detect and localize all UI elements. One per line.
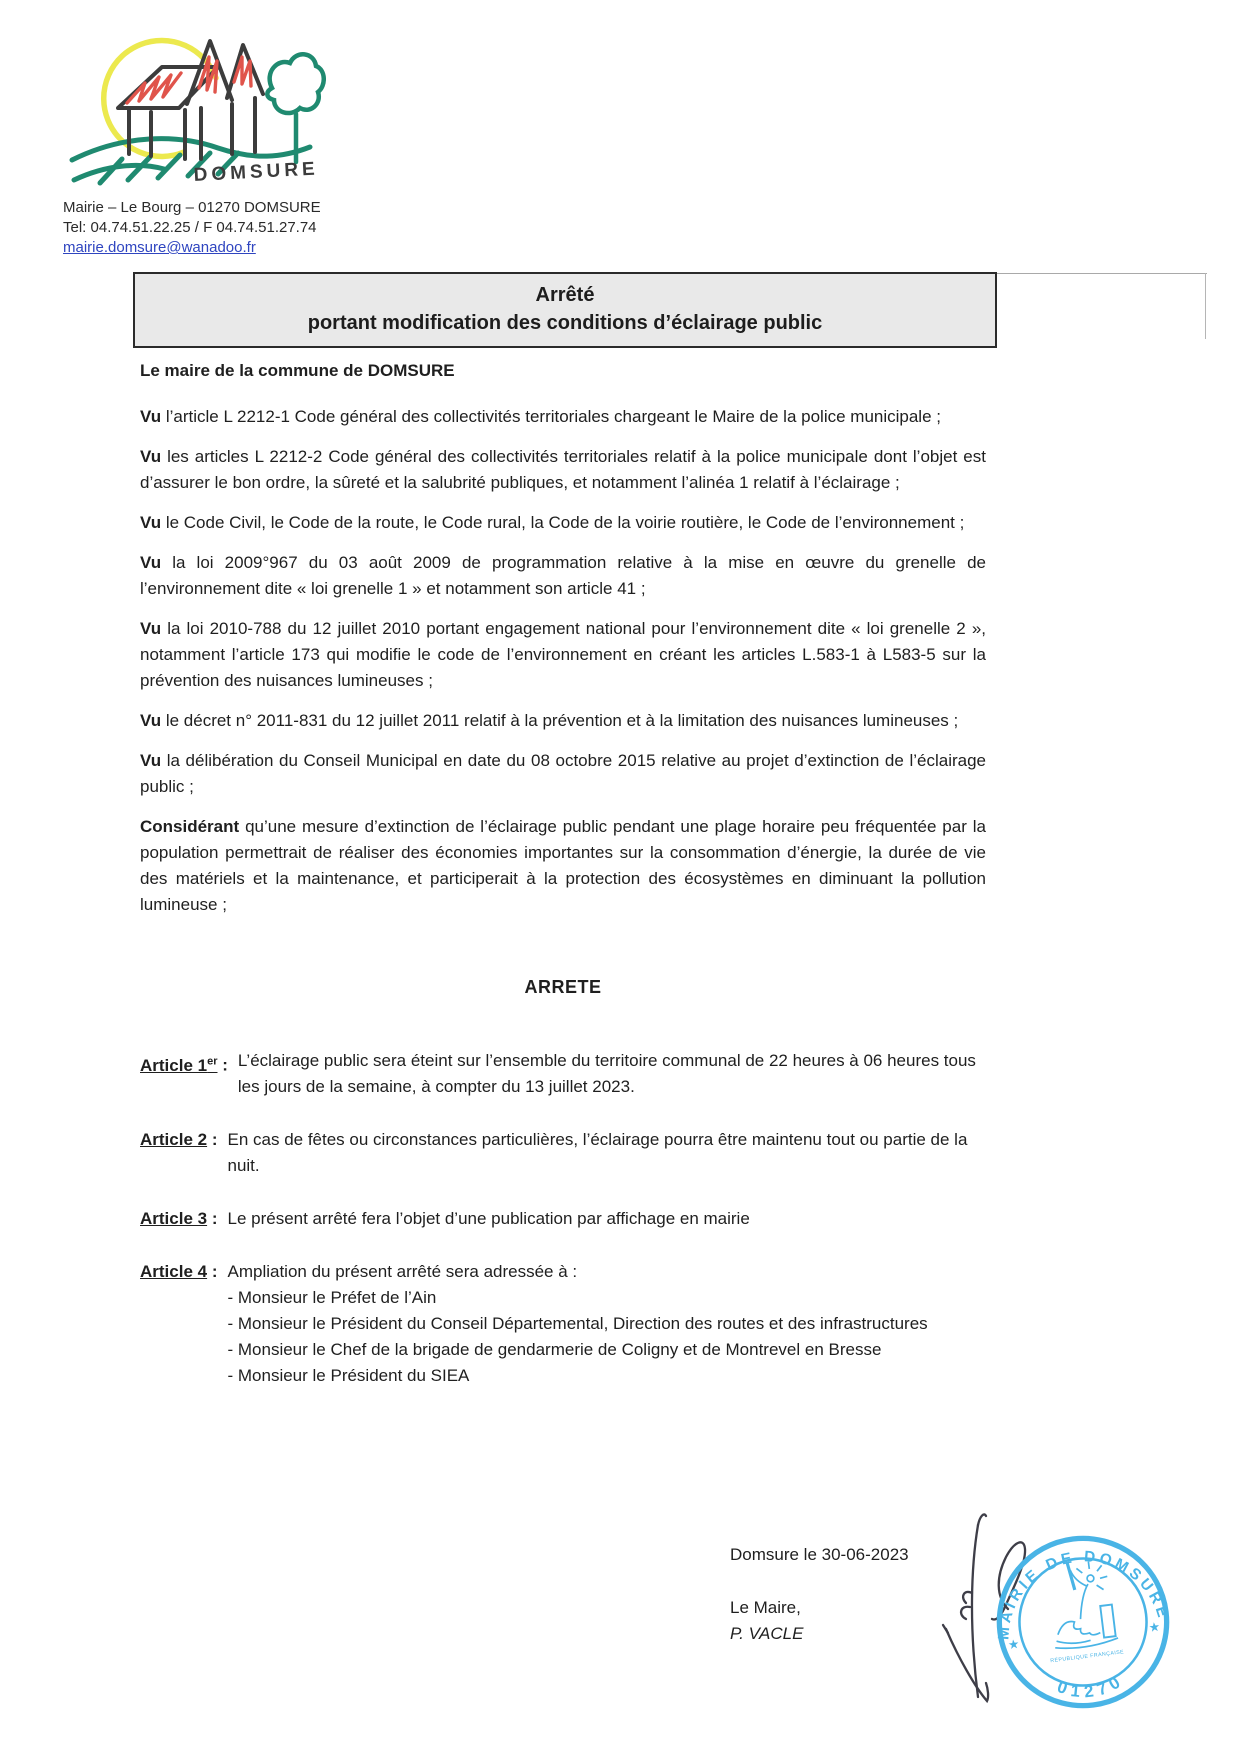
recital xyxy=(140,708,986,734)
recital xyxy=(140,444,986,496)
recital-text: la délibération du Conseil Municipal en date du 08 octobre 2015 relative au projet d’extinction de l’éclairage public ; xyxy=(140,751,986,796)
recital-lead: Vu xyxy=(140,513,162,532)
recital-text: la loi 2009°967 du 03 août 2009 de programmation relative à la mise en œuvre du grenelle de l’environnement dite « loi grenelle 1 » et notamment son article 41 ; xyxy=(140,553,986,598)
address-line2: Tel: 04.74.51.22.25 / F 04.74.51.27.74 xyxy=(63,219,317,236)
article-label: Article 2 : xyxy=(140,1130,218,1149)
recital-text: les articles L 2212-2 Code général des collectivités territoriales relatif à la police municipale dont l’objet est d’assurer le bon ordre, la sûreté et la salubrité publiques, et notamment l’alinéa 1 relatif à l’éclairage ; xyxy=(140,447,986,492)
decree-heading: ARRETE xyxy=(524,977,602,997)
list-item: - Monsieur le Président du SIEA xyxy=(227,1366,470,1385)
article-4 xyxy=(140,1259,986,1389)
article-text: L’éclairage public sera éteint sur l’ensemble du territoire communal de 22 heures à 06 heures tous les jours de la semaine, à compter du 13 juillet 2023. xyxy=(237,1051,976,1096)
recital xyxy=(140,510,986,536)
list-item: - Monsieur le Préfet de l’Ain xyxy=(227,1288,437,1307)
article-label: Article 1er : xyxy=(140,1055,228,1075)
municipal-stamp-icon xyxy=(993,1532,1173,1712)
article-text: En cas de fêtes ou circonstances particulières, l’éclairage pourra être maintenu tout ou partie de la nuit. xyxy=(227,1130,968,1175)
scan-artifact-line xyxy=(997,273,1207,274)
recital-lead: Vu xyxy=(140,447,162,466)
address-block xyxy=(63,198,321,258)
recital-text: qu’une mesure d’extinction de l’éclairage public pendant une plage horaire peu fréquentée par la population permettrait de réaliser des économies importantes sur la consommation d’énergie, la durée de vie des matériels et la maintenance, et participerait à la protection des écosystèmes en diminuant la pollution lumineuse ; xyxy=(140,817,986,914)
stamp-ring-bottom-text: 01270 xyxy=(1054,1670,1128,1702)
stamp-star-left-icon: ★ xyxy=(1007,1636,1021,1653)
signer-name: P. VACLE xyxy=(730,1624,804,1643)
stamp-star-right-icon: ★ xyxy=(1147,1619,1161,1635)
tree-icon xyxy=(267,54,323,162)
scan-artifact-line xyxy=(1205,273,1206,339)
recital xyxy=(140,814,986,918)
recital-lead: Vu xyxy=(140,407,162,426)
article-1 xyxy=(140,1048,986,1100)
recipient-list xyxy=(228,1285,987,1389)
article-intro: Ampliation du présent arrêté sera adressée à : xyxy=(227,1262,578,1281)
article-ordinal-sup: er xyxy=(207,1055,218,1067)
recital-text: l’article L 2212-1 Code général des collectivités territoriales chargeant le Maire de la police municipale ; xyxy=(165,407,941,426)
list-item: - Monsieur le Chef de la brigade de gendarmerie de Coligny et de Montrevel en Bresse xyxy=(227,1340,882,1359)
article-label: Article 4 : xyxy=(140,1262,218,1281)
article-3 xyxy=(140,1206,986,1232)
place-and-date: Domsure le 30-06-2023 xyxy=(730,1545,909,1564)
recital-lead: Vu xyxy=(140,619,162,638)
commune-logo-drawing-icon xyxy=(66,26,326,194)
recital-lead: Vu xyxy=(140,553,162,572)
recital-lead: Considérant xyxy=(140,817,240,836)
stamp-ring-top-text: MAIRIE DE DOMSURE xyxy=(995,1548,1173,1641)
recital xyxy=(140,404,986,430)
marianne-emblem-icon xyxy=(1045,1558,1118,1650)
recital xyxy=(140,550,986,602)
stamp-caption-text: RÉPUBLIQUE FRANÇAISE xyxy=(1050,1649,1125,1665)
recital-lead: Vu xyxy=(140,751,162,770)
list-item: - Monsieur le Président du Conseil Départemental, Direction des routes et des infrastructures xyxy=(227,1314,928,1333)
recital-lead: Vu xyxy=(140,711,162,730)
title-box xyxy=(133,272,997,348)
recital xyxy=(140,748,986,800)
article-text xyxy=(228,1259,987,1389)
recital-text: le décret n° 2011-831 du 12 juillet 2011 relatif à la prévention et à la limitation des nuisances lumineuses ; xyxy=(165,711,959,730)
recital xyxy=(140,616,986,694)
article-2 xyxy=(140,1127,986,1179)
salutation: Le maire de la commune de DOMSURE xyxy=(140,361,455,380)
recital-text: la loi 2010-788 du 12 juillet 2010 portant engagement national pour l’environnement dite « loi grenelle 2 », notamment l’article 173 qui modifie le code de l’environnement en créant les articles L.583-1 à L583-5 sur la prévention des nuisances lumineuses ; xyxy=(140,619,987,690)
document-body xyxy=(140,358,986,1416)
logo-text: DOMSURE xyxy=(193,158,320,186)
recital-text: le Code Civil, le Code de la route, le Code rural, la Code de la voirie routière, le Code de l’environnement ; xyxy=(165,513,965,532)
document-subtitle: portant modification des conditions d’éclairage public xyxy=(307,312,823,334)
address-line1: Mairie – Le Bourg – 01270 DOMSURE xyxy=(63,199,321,216)
article-text: Le présent arrêté fera l’objet d’une publication par affichage en mairie xyxy=(227,1209,750,1228)
signer-role: Le Maire, xyxy=(730,1598,801,1617)
email-link[interactable]: mairie.domsure@wanadoo.fr xyxy=(63,239,256,256)
document-title: Arrêté xyxy=(535,284,595,306)
article-label: Article 3 : xyxy=(140,1209,218,1228)
commune-logo xyxy=(66,26,326,194)
